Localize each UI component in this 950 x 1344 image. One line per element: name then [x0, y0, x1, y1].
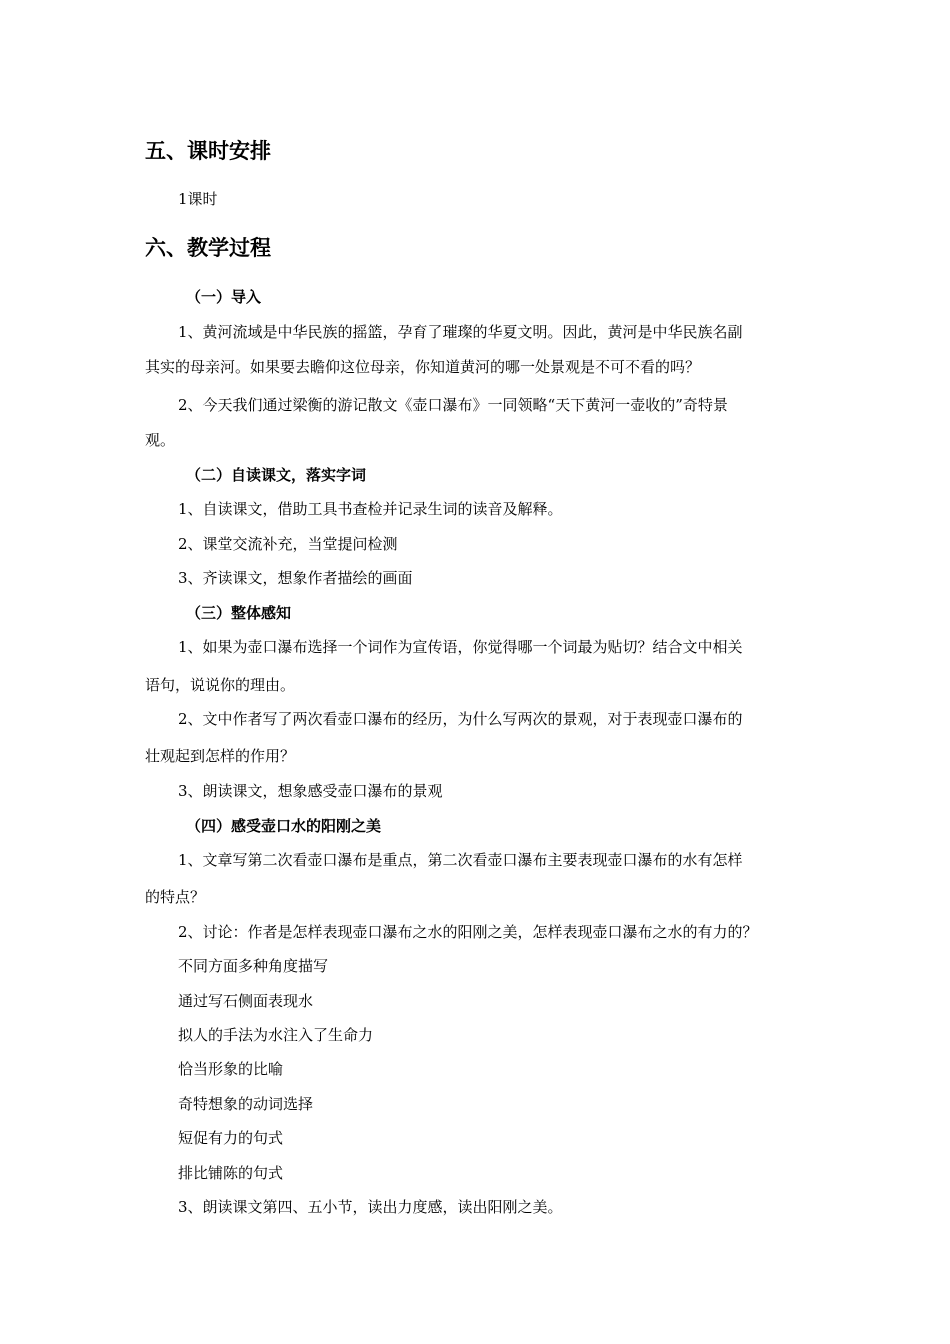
- subheading-intro: （一）导入: [186, 288, 262, 306]
- paragraph-line: 3、朗读课文第四、五小节，读出力度感，读出阳刚之美。: [178, 1198, 563, 1216]
- paragraph-line: 语句，说说你的理由。: [145, 676, 296, 694]
- paragraph-line: 3、朗读课文，想象感受壶口瀑布的景观: [178, 782, 443, 800]
- list-item: 恰当形象的比喻: [178, 1060, 284, 1078]
- list-item: 通过写石侧面表现水: [178, 992, 314, 1010]
- subheading-masculine-beauty: （四）感受壶口水的阳刚之美: [186, 817, 382, 835]
- schedule-text: 1课时: [178, 190, 218, 208]
- list-item: 拟人的手法为水注入了生命力: [178, 1026, 374, 1044]
- subheading-overall: （三）整体感知: [186, 604, 292, 622]
- list-item: 3、齐读课文，想象作者描绘的画面: [178, 569, 413, 587]
- paragraph-line: 1、如果为壶口瀑布选择一个词作为宣传语，你觉得哪一个词最为贴切？结合文中相关: [178, 638, 743, 656]
- paragraph-line: 观。: [145, 431, 176, 449]
- paragraph-line: 其实的母亲河。如果要去瞻仰这位母亲，你知道黄河的哪一处景观是不可不看的吗？: [145, 358, 701, 376]
- paragraph-line: 1、黄河流域是中华民族的摇篮，孕育了璀璨的华夏文明。因此，黄河是中华民族名副: [178, 323, 743, 341]
- list-item: 不同方面多种角度描写: [178, 957, 329, 975]
- paragraph-line: 1、文章写第二次看壶口瀑布是重点，第二次看壶口瀑布主要表现壶口瀑布的水有怎样: [178, 851, 743, 869]
- subheading-self-reading: （二）自读课文，落实字词: [186, 466, 367, 484]
- list-item: 短促有力的句式: [178, 1129, 284, 1147]
- list-item: 1、自读课文，借助工具书查检并记录生词的读音及解释。: [178, 500, 563, 518]
- list-item: 排比铺陈的句式: [178, 1164, 284, 1182]
- section-heading-schedule: 五、课时安排: [145, 139, 271, 163]
- paragraph-line: 2、文中作者写了两次看壶口瀑布的经历，为什么写两次的景观，对于表现壶口瀑布的: [178, 710, 743, 728]
- paragraph-line: 2、今天我们通过梁衡的游记散文《壶口瀑布》一同领略“天下黄河一壶收的”奇特景: [178, 396, 728, 414]
- section-heading-process: 六、教学过程: [145, 236, 271, 260]
- paragraph-line: 2、讨论：作者是怎样表现壶口瀑布之水的阳刚之美，怎样表现壶口瀑布之水的有力的？: [178, 923, 758, 941]
- list-item: 奇特想象的动词选择: [178, 1095, 314, 1113]
- paragraph-line: 的特点？: [145, 888, 206, 906]
- paragraph-line: 壮观起到怎样的作用？: [145, 747, 296, 765]
- list-item: 2、课堂交流补充，当堂提问检测: [178, 535, 398, 553]
